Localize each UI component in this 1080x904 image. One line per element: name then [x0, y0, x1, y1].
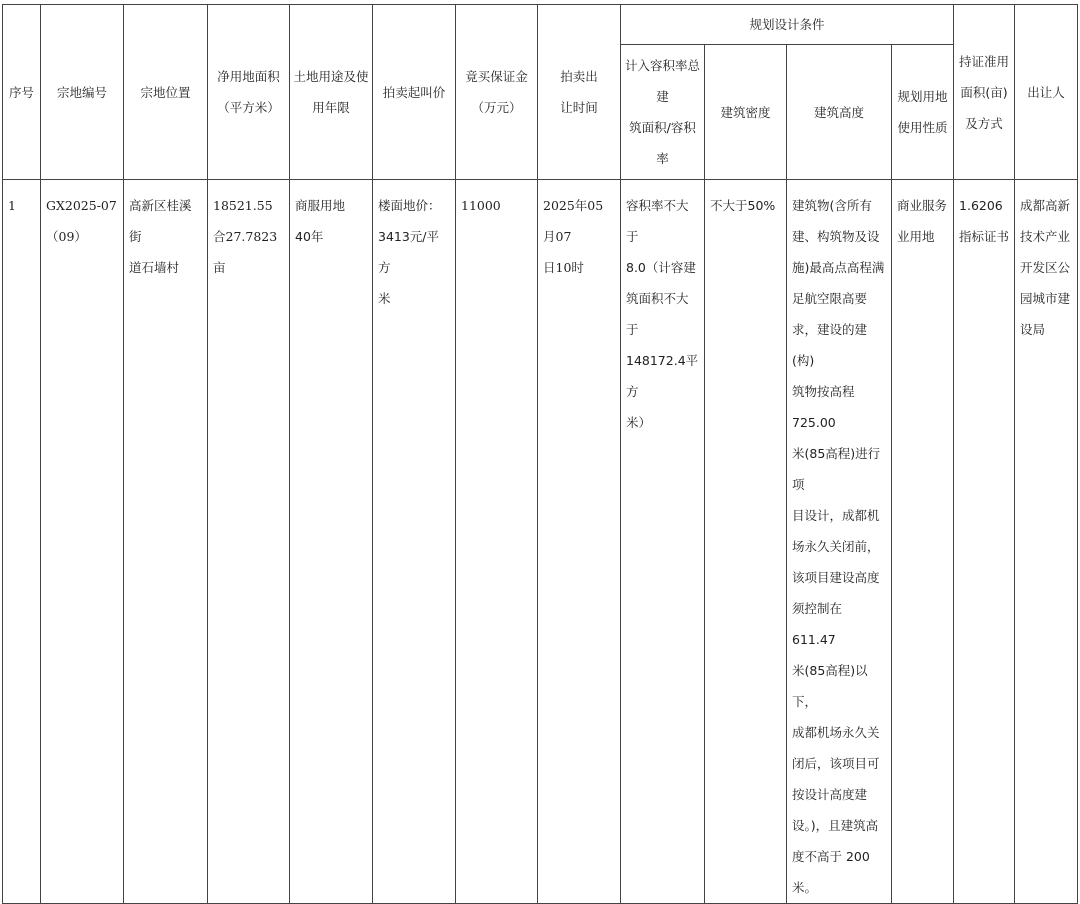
cell-density: 不大于50% — [705, 180, 787, 904]
header-row-1 — [3, 5, 1078, 45]
cell-auction-time: 2025年05月07 日10时 — [538, 180, 621, 904]
header-far: 计入容积率总建 筑面积/容积 率 — [621, 45, 705, 180]
land-auction-table — [2, 4, 1078, 904]
header-start-price: 拍卖起叫价 — [373, 5, 456, 180]
cell-height: 建筑物(含所有 建、构筑物及设 施)最高点高程满 足航空限高要 求，建设的建(构) 筑物按高程725.00 米(85高程)进行项 目设计，成都机 场永久关闭前， 该项目建设高度 须控制在 611.47 米(85高程)以下， 成都机场永久关 闭后，该项目可 按设计高度建 设。)，且建筑高 度不高于 200米。 — [787, 180, 892, 904]
table-row — [3, 180, 1078, 904]
cell-parcel-no: GX2025-07 （09） — [41, 180, 124, 904]
cell-grantor: 成都高新 技术产业 开发区公 园城市建 设局 — [1015, 180, 1078, 904]
cell-location: 高新区桂溪街 道石墙村 — [124, 180, 208, 904]
cell-start-price: 楼面地价： 3413元/平方 米 — [373, 180, 456, 904]
header-deposit: 竟买保证金 （万元） — [456, 5, 538, 180]
header-land-use: 土地用途及使 用年限 — [290, 5, 373, 180]
header-parcel-no: 宗地编号 — [41, 5, 124, 180]
cell-net-area: 18521.55 合27.7823亩 — [208, 180, 290, 904]
header-net-area: 净用地面积 （平方米） — [208, 5, 290, 180]
header-seq: 序号 — [3, 5, 41, 180]
cell-planning-use: 商业服务 业用地 — [892, 180, 954, 904]
header-certificate: 持证准用 面积(亩) 及方式 — [954, 5, 1015, 180]
header-density: 建筑密度 — [705, 45, 787, 180]
cell-seq: 1 — [3, 180, 41, 904]
cell-land-use: 商服用地 40年 — [290, 180, 373, 904]
header-planning-use: 规划用地 使用性质 — [892, 45, 954, 180]
header-grantor: 出让人 — [1015, 5, 1078, 180]
cell-far: 容积率不大于 8.0（计容建 筑面积不大于 148172.4平方 米） — [621, 180, 705, 904]
header-height: 建筑高度 — [787, 45, 892, 180]
cell-deposit: 11000 — [456, 180, 538, 904]
cell-certificate: 1.6206 指标证书 — [954, 180, 1015, 904]
header-auction-time: 拍卖出 让时间 — [538, 5, 621, 180]
header-location: 宗地位置 — [124, 5, 208, 180]
header-planning-conditions: 规划设计条件 — [621, 5, 954, 45]
